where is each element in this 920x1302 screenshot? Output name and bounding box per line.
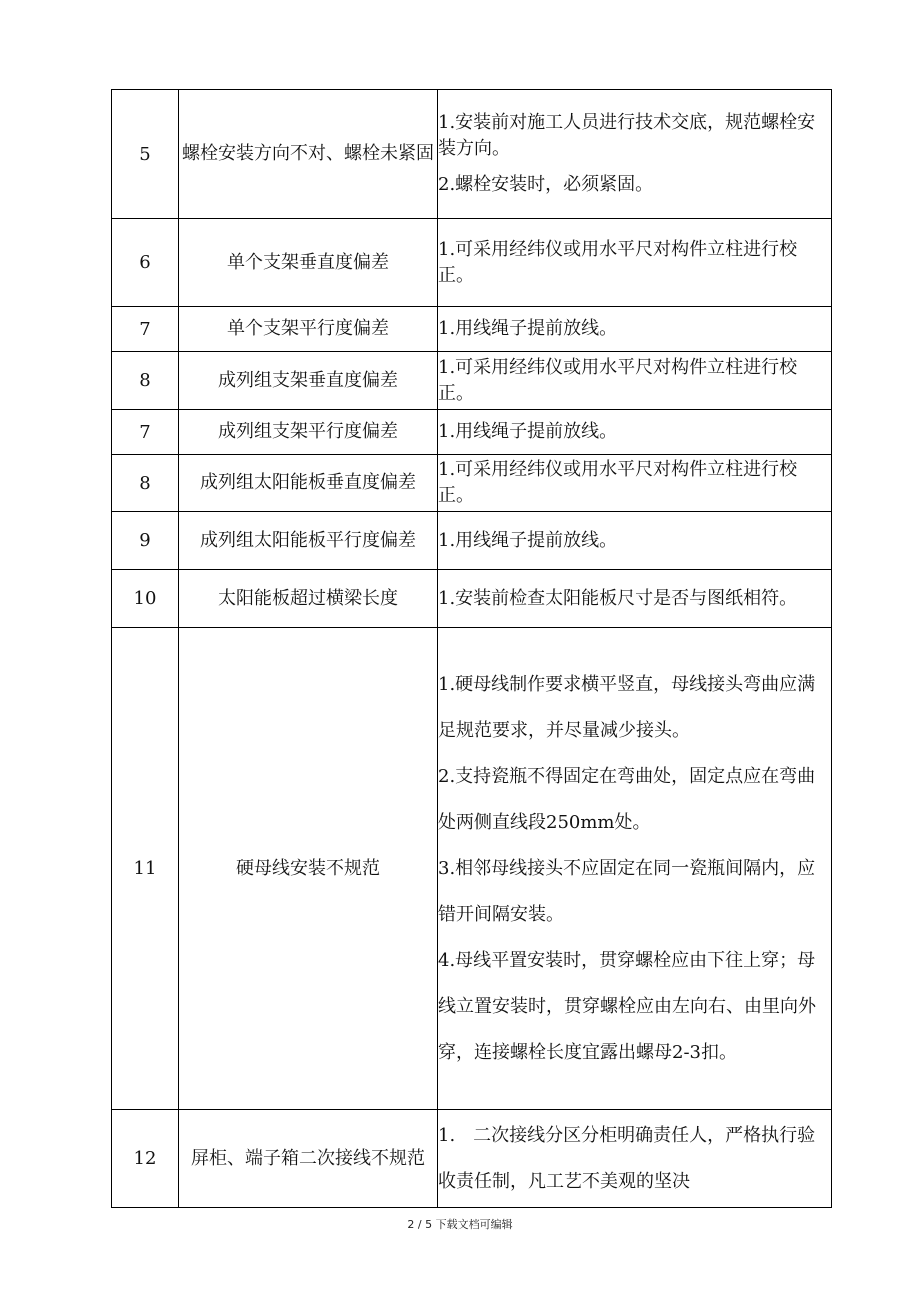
measure-cell — [438, 628, 832, 1110]
measure-step: 1.可采用经纬仪或用水平尺对构件立柱进行校正。 — [438, 459, 798, 506]
measure-cell — [438, 455, 832, 512]
measure-step: 1.用线绳子提前放线。 — [438, 421, 618, 442]
row-number: 6 — [112, 219, 179, 307]
table-row — [112, 410, 832, 455]
row-number: 8 — [112, 352, 179, 410]
measure-step: 1.安装前对施工人员进行技术交底，规范螺栓安装方向。 — [438, 112, 816, 159]
page-footer: 2 / 5 下载文档可编辑 — [407, 1218, 513, 1231]
issue-cell: 硬母线安装不规范 — [179, 628, 438, 1110]
quality-measures-table — [111, 89, 832, 1208]
measure-cell — [438, 352, 832, 410]
measure-step: 2.螺栓安装时，必须紧固。 — [438, 174, 654, 195]
table-row — [112, 307, 832, 352]
table-row — [112, 352, 832, 410]
table-row — [112, 570, 832, 628]
issue-cell: 太阳能板超过横梁长度 — [179, 570, 438, 628]
measure-cell — [438, 90, 832, 219]
row-number: 7 — [112, 307, 179, 352]
row-number: 10 — [112, 570, 179, 628]
measure-step: 1.硬母线制作要求横平竖直，母线接头弯曲应满足规范要求，并尽量减少接头。 — [438, 673, 816, 741]
measure-cell — [438, 307, 832, 352]
measure-step: 4.母线平置安装时，贯穿螺栓应由下往上穿；母线立置安装时，贯穿螺栓应由左向右、由里向外穿，连接螺栓长度宜露出螺母2-3扣。 — [438, 949, 816, 1063]
issue-cell: 螺栓安装方向不对、螺栓未紧固 — [179, 90, 438, 219]
table-row — [112, 512, 832, 570]
measure-step: 1. 二次接线分区分柜明确责任人，严格执行验收责任制，凡工艺不美观的坚决 — [438, 1124, 816, 1192]
row-number: 9 — [112, 512, 179, 570]
measure-step: 1.用线绳子提前放线。 — [438, 318, 618, 339]
issue-cell: 单个支架平行度偏差 — [179, 307, 438, 352]
row-number: 8 — [112, 455, 179, 512]
table-row — [112, 90, 832, 219]
issue-cell: 成列组支架平行度偏差 — [179, 410, 438, 455]
issue-cell: 成列组太阳能板平行度偏差 — [179, 512, 438, 570]
measure-cell — [438, 410, 832, 455]
issue-cell: 单个支架垂直度偏差 — [179, 219, 438, 307]
measure-cell — [438, 219, 832, 307]
measure-step: 1.可采用经纬仪或用水平尺对构件立柱进行校正。 — [438, 356, 798, 404]
issue-cell: 成列组太阳能板垂直度偏差 — [179, 455, 438, 512]
measure-cell — [438, 512, 832, 570]
measure-step: 2.支持瓷瓶不得固定在弯曲处，固定点应在弯曲处两侧直线段250mm处。 — [438, 765, 816, 833]
measure-cell — [438, 570, 832, 628]
table-row — [112, 628, 832, 1110]
row-number: 5 — [112, 90, 179, 219]
measure-step: 1.可采用经纬仪或用水平尺对构件立柱进行校正。 — [438, 238, 798, 286]
table-row — [112, 1110, 832, 1208]
row-number: 7 — [112, 410, 179, 455]
measure-step: 1.安装前检查太阳能板尺寸是否与图纸相符。 — [438, 587, 798, 609]
row-number: 12 — [112, 1110, 179, 1208]
row-number: 11 — [112, 628, 179, 1110]
issue-cell: 成列组支架垂直度偏差 — [179, 352, 438, 410]
measure-step: 3.相邻母线接头不应固定在同一瓷瓶间隔内，应错开间隔安装。 — [438, 857, 816, 925]
measure-step: 1.用线绳子提前放线。 — [438, 529, 618, 551]
measure-cell — [438, 1110, 832, 1208]
table-row — [112, 455, 832, 512]
issue-cell: 屏柜、端子箱二次接线不规范 — [179, 1110, 438, 1208]
table-row — [112, 219, 832, 307]
